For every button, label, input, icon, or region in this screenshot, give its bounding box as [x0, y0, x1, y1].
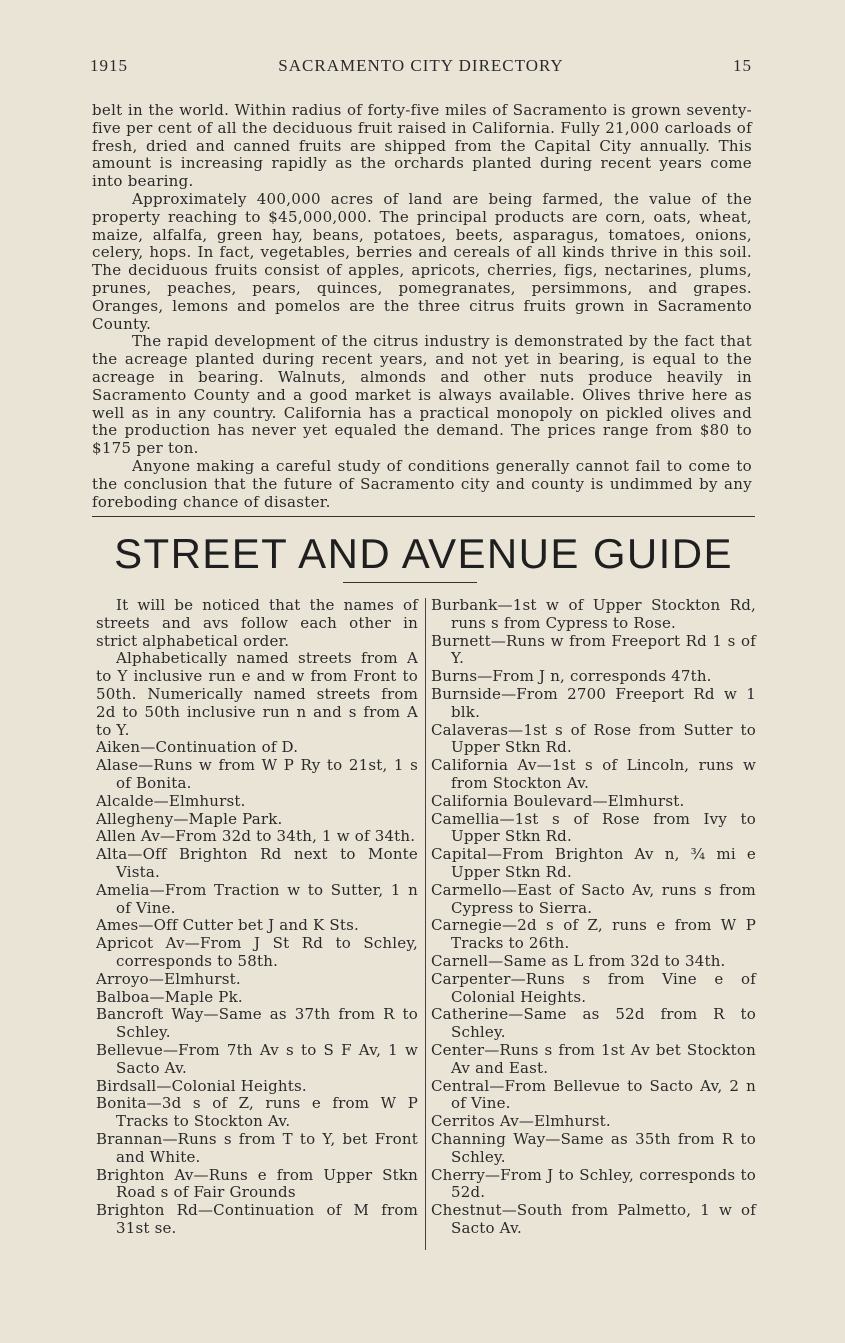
- intro-paragraph: The rapid development of the citrus industry is demonstrated by the fact that the acreage planted during recent years, and not yet in bearing, is equal to the acreage in bearing. Walnuts, almonds and other nuts produce heavily in Sacramento County and a good market is always available. Olives thrive here as well as in any country. California has a practical monopoly on pickled olives and the production has never yet equaled the demand. The prices range from $80 to $175 per ton.: [92, 332, 752, 458]
- street-entry: Burnside—From 2700 Freeport Rd w 1 blk.: [431, 684, 756, 721]
- street-entry: Center—Runs s from 1st Av bet Stockton Av and East.: [431, 1040, 756, 1077]
- street-entry: Brighton Rd—Continuation of M from 31st se.: [96, 1201, 418, 1237]
- street-entry: Brighton Av—Runs e from Upper Stkn Road s of Fair Grounds: [96, 1165, 418, 1202]
- header-year: 1915: [90, 56, 128, 75]
- street-entry: Cerritos Av—Elmhurst.: [431, 1112, 611, 1131]
- street-entry: Camellia—1st s of Rose from Ivy to Upper Stkn Rd.: [431, 809, 756, 846]
- column-divider: [425, 598, 426, 1250]
- page-header: [90, 56, 752, 80]
- street-entry: Cherry—From J to Schley, corresponds to 52d.: [431, 1165, 756, 1202]
- intro-paragraph: Anyone making a careful study of conditions generally cannot fail to come to the conclusion that the future of Sacramento city and county is undimmed by any foreboding chance of disaster.: [92, 456, 752, 511]
- street-entry: Bellevue—From 7th Av s to S F Av, 1 w Sacto Av.: [96, 1040, 418, 1077]
- street-entry: Apricot Av—From J St Rd to Schley, corresponds to 58th.: [96, 934, 418, 970]
- street-entry: California Boulevard—Elmhurst.: [431, 791, 685, 810]
- section-title: STREET AND AVENUE GUIDE: [114, 530, 733, 577]
- header-title: SACRAMENTO CITY DIRECTORY: [278, 56, 564, 75]
- street-entry: Ames—Off Cutter bet J and K Sts.: [96, 916, 359, 935]
- street-entry: Central—From Bellevue to Sacto Av, 2 n of Vine.: [431, 1076, 756, 1113]
- left-column: [96, 597, 418, 1238]
- street-entry: Arroyo—Elmhurst.: [96, 969, 241, 988]
- street-entry: Brannan—Runs s from T to Y, bet Front and White.: [96, 1129, 418, 1166]
- street-entry: Bancroft Way—Same as 37th from R to Schley.: [96, 1005, 418, 1042]
- street-entry: California Av—1st s of Lincoln, runs w from Stockton Av.: [431, 756, 756, 792]
- street-entry: Catherine—Same as 52d from R to Schley.: [431, 1005, 756, 1042]
- page-number: 15: [733, 56, 752, 75]
- street-entry: Birdsall—Colonial Heights.: [96, 1076, 307, 1095]
- street-entry: Allegheny—Maple Park.: [96, 809, 283, 828]
- street-entry: Burbank—1st w of Upper Stockton Rd, runs s from Cypress to Rose.: [431, 596, 756, 632]
- street-entry: Alcalde—Elmhurst.: [96, 791, 246, 810]
- street-entry: Carnegie—2d s of Z, runs e from W P Tracks to 26th.: [431, 916, 756, 953]
- street-entry: Carpenter—Runs s from Vine e of Colonial Heights.: [431, 969, 756, 1006]
- street-entry: Calaveras—1st s of Rose from Sutter to Upper Stkn Rd.: [431, 720, 756, 757]
- street-entry: Channing Way—Same as 35th from R to Schley.: [431, 1129, 756, 1166]
- street-entry: Balboa—Maple Pk.: [96, 987, 243, 1006]
- title-underline: [343, 582, 477, 583]
- street-entry: Aiken—Continuation of D.: [96, 738, 299, 757]
- street-entry: Burns—From J n, corresponds 47th.: [431, 667, 712, 686]
- guide-note: It will be noticed that the names of streets and avs follow each other in strict alphabetical order.: [96, 596, 418, 650]
- street-entry: Carmello—East of Sacto Av, runs s from Cypress to Sierra.: [431, 880, 756, 917]
- street-entry: Bonita—3d s of Z, runs e from W P Tracks to Stockton Av.: [96, 1094, 418, 1131]
- intro-text: [92, 102, 752, 511]
- street-entry: Chestnut—South from Palmetto, 1 w of Sacto Av.: [431, 1201, 756, 1237]
- intro-paragraph: Approximately 400,000 acres of land are being farmed, the value of the property reaching to $45,000,000. The principal products are corn, oats, wheat, maize, alfalfa, green hay, beans, potatoes, beets, asparagus, tomatoes, onions, celery, hops. In fact, vegetables, berries and cereals of all kinds thrive in this soil. The deciduous fruits consist of apples, apricots, cherries, figs, nectarines, plums, prunes, peaches, pears, quinces, pomegranates, persimmons, and grapes. Oranges, lemons and pomelos are the three citrus fruits grown in Sacramento County.: [92, 189, 752, 333]
- street-entry: Allen Av—From 32d to 34th, 1 w of 34th.: [96, 827, 416, 846]
- street-entry: Burnett—Runs w from Freeport Rd 1 s of Y.: [431, 631, 756, 668]
- street-entry: Capital—From Brighton Av n, ¾ mi e Upper Stkn Rd.: [431, 845, 756, 881]
- street-entry: Amelia—From Traction w to Sutter, 1 n of Vine.: [96, 880, 418, 917]
- street-entry: Alta—Off Brighton Rd next to Monte Vista.: [96, 845, 418, 881]
- right-column: [431, 597, 756, 1238]
- section-divider: [92, 516, 755, 517]
- intro-paragraph: belt in the world. Within radius of forty-five miles of Sacramento is grown seventy-five per cent of all the deciduous fruit raised in California. Fully 21,000 carloads of fresh, dried and canned fruits are shipped from the Capital City annually. This amount is increasing rapidly as the orchards planted during recent years come into bearing.: [92, 101, 752, 191]
- street-entry: Carnell—Same as L from 32d to 34th.: [431, 951, 726, 970]
- guide-note: Alphabetically named streets from A to Y inclusive run e and w from Front to 50th. Numerically named streets from 2d to 50th inclusive run n and s from A to Y.: [96, 649, 418, 739]
- street-entry: Alase—Runs w from W P Ry to 21st, 1 s of Bonita.: [96, 756, 418, 792]
